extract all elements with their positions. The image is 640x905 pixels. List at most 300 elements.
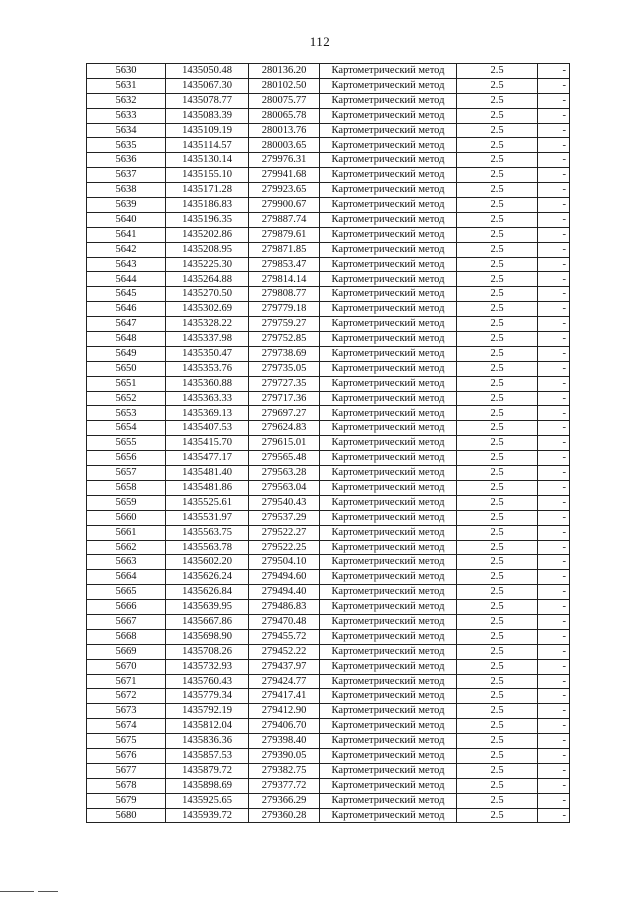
method-cell: Картометрический метод: [320, 748, 457, 763]
accuracy-cell: 2.5: [457, 614, 538, 629]
accuracy-cell: 2.5: [457, 257, 538, 272]
accuracy-cell: 2.5: [457, 287, 538, 302]
table-row: [87, 480, 570, 495]
x-coordinate-cell: 1435114.57: [166, 138, 249, 153]
x-coordinate-cell: 1435360.88: [166, 376, 249, 391]
method-cell: Картометрический метод: [320, 198, 457, 213]
table-row: [87, 689, 570, 704]
point-number-cell: 5680: [87, 808, 166, 823]
y-coordinate-cell: 279382.75: [249, 763, 320, 778]
y-coordinate-cell: 279941.68: [249, 168, 320, 183]
table-row: [87, 376, 570, 391]
coordinates-table: [86, 63, 570, 823]
accuracy-cell: 2.5: [457, 480, 538, 495]
table-row: [87, 466, 570, 481]
point-number-cell: 5645: [87, 287, 166, 302]
table-row: [87, 659, 570, 674]
x-coordinate-cell: 1435155.10: [166, 168, 249, 183]
method-cell: Картометрический метод: [320, 406, 457, 421]
accuracy-cell: 2.5: [457, 704, 538, 719]
description-cell: -: [538, 212, 570, 227]
table-row: [87, 614, 570, 629]
point-number-cell: 5665: [87, 585, 166, 600]
x-coordinate-cell: 1435208.95: [166, 242, 249, 257]
x-coordinate-cell: 1435639.95: [166, 600, 249, 615]
y-coordinate-cell: 279900.67: [249, 198, 320, 213]
method-cell: Картометрический метод: [320, 704, 457, 719]
table-row: [87, 93, 570, 108]
point-number-cell: 5631: [87, 78, 166, 93]
description-cell: -: [538, 659, 570, 674]
x-coordinate-cell: 1435225.30: [166, 257, 249, 272]
method-cell: Картометрический метод: [320, 227, 457, 242]
x-coordinate-cell: 1435698.90: [166, 629, 249, 644]
table-row: [87, 242, 570, 257]
x-coordinate-cell: 1435879.72: [166, 763, 249, 778]
description-cell: -: [538, 198, 570, 213]
method-cell: Картометрический метод: [320, 510, 457, 525]
point-number-cell: 5679: [87, 793, 166, 808]
method-cell: Картометрический метод: [320, 421, 457, 436]
point-number-cell: 5656: [87, 451, 166, 466]
y-coordinate-cell: 279522.25: [249, 540, 320, 555]
method-cell: Картометрический метод: [320, 585, 457, 600]
table-row: [87, 495, 570, 510]
x-coordinate-cell: 1435067.30: [166, 78, 249, 93]
point-number-cell: 5650: [87, 361, 166, 376]
coordinates-table-body: [87, 64, 570, 823]
description-cell: -: [538, 227, 570, 242]
y-coordinate-cell: 279406.70: [249, 719, 320, 734]
x-coordinate-cell: 1435602.20: [166, 555, 249, 570]
y-coordinate-cell: 280003.65: [249, 138, 320, 153]
point-number-cell: 5634: [87, 123, 166, 138]
y-coordinate-cell: 279390.05: [249, 748, 320, 763]
point-number-cell: 5674: [87, 719, 166, 734]
description-cell: -: [538, 614, 570, 629]
accuracy-cell: 2.5: [457, 466, 538, 481]
accuracy-cell: 2.5: [457, 376, 538, 391]
description-cell: -: [538, 436, 570, 451]
y-coordinate-cell: 279752.85: [249, 332, 320, 347]
method-cell: Картометрический метод: [320, 287, 457, 302]
x-coordinate-cell: 1435328.22: [166, 317, 249, 332]
y-coordinate-cell: 279615.01: [249, 436, 320, 451]
accuracy-cell: 2.5: [457, 138, 538, 153]
x-coordinate-cell: 1435109.19: [166, 123, 249, 138]
accuracy-cell: 2.5: [457, 93, 538, 108]
point-number-cell: 5662: [87, 540, 166, 555]
y-coordinate-cell: 279537.29: [249, 510, 320, 525]
table-row: [87, 138, 570, 153]
table-row: [87, 406, 570, 421]
x-coordinate-cell: 1435898.69: [166, 778, 249, 793]
point-number-cell: 5664: [87, 570, 166, 585]
description-cell: -: [538, 763, 570, 778]
point-number-cell: 5666: [87, 600, 166, 615]
description-cell: -: [538, 123, 570, 138]
table-row: [87, 317, 570, 332]
point-number-cell: 5630: [87, 64, 166, 79]
method-cell: Картометрический метод: [320, 108, 457, 123]
x-coordinate-cell: 1435353.76: [166, 361, 249, 376]
description-cell: -: [538, 287, 570, 302]
x-coordinate-cell: 1435563.78: [166, 540, 249, 555]
method-cell: Картометрический метод: [320, 540, 457, 555]
point-number-cell: 5644: [87, 272, 166, 287]
method-cell: Картометрический метод: [320, 272, 457, 287]
method-cell: Картометрический метод: [320, 480, 457, 495]
y-coordinate-cell: 279398.40: [249, 734, 320, 749]
point-number-cell: 5653: [87, 406, 166, 421]
table-row: [87, 153, 570, 168]
accuracy-cell: 2.5: [457, 659, 538, 674]
table-row: [87, 510, 570, 525]
description-cell: -: [538, 540, 570, 555]
x-coordinate-cell: 1435302.69: [166, 302, 249, 317]
x-coordinate-cell: 1435196.35: [166, 212, 249, 227]
accuracy-cell: 2.5: [457, 317, 538, 332]
method-cell: Картометрический метод: [320, 391, 457, 406]
y-coordinate-cell: 279563.04: [249, 480, 320, 495]
method-cell: Картометрический метод: [320, 346, 457, 361]
y-coordinate-cell: 279366.29: [249, 793, 320, 808]
method-cell: Картометрический метод: [320, 257, 457, 272]
y-coordinate-cell: 279779.18: [249, 302, 320, 317]
table-row: [87, 436, 570, 451]
method-cell: Картометрический метод: [320, 466, 457, 481]
description-cell: -: [538, 495, 570, 510]
table-row: [87, 704, 570, 719]
page-number: 112: [309, 34, 331, 49]
description-cell: -: [538, 734, 570, 749]
x-coordinate-cell: 1435531.97: [166, 510, 249, 525]
method-cell: Картометрический метод: [320, 212, 457, 227]
description-cell: -: [538, 242, 570, 257]
accuracy-cell: 2.5: [457, 227, 538, 242]
table-row: [87, 346, 570, 361]
y-coordinate-cell: 279486.83: [249, 600, 320, 615]
point-number-cell: 5652: [87, 391, 166, 406]
description-cell: -: [538, 689, 570, 704]
point-number-cell: 5632: [87, 93, 166, 108]
point-number-cell: 5655: [87, 436, 166, 451]
description-cell: -: [538, 138, 570, 153]
y-coordinate-cell: 279814.14: [249, 272, 320, 287]
x-coordinate-cell: 1435270.50: [166, 287, 249, 302]
x-coordinate-cell: 1435857.53: [166, 748, 249, 763]
method-cell: Картометрический метод: [320, 242, 457, 257]
y-coordinate-cell: 279735.05: [249, 361, 320, 376]
table-row: [87, 168, 570, 183]
table-row: [87, 361, 570, 376]
y-coordinate-cell: 279412.90: [249, 704, 320, 719]
accuracy-cell: 2.5: [457, 361, 538, 376]
x-coordinate-cell: 1435626.84: [166, 585, 249, 600]
accuracy-cell: 2.5: [457, 302, 538, 317]
table-row: [87, 212, 570, 227]
method-cell: Картометрический метод: [320, 689, 457, 704]
method-cell: Картометрический метод: [320, 64, 457, 79]
x-coordinate-cell: 1435264.88: [166, 272, 249, 287]
x-coordinate-cell: 1435415.70: [166, 436, 249, 451]
point-number-cell: 5672: [87, 689, 166, 704]
method-cell: Картометрический метод: [320, 436, 457, 451]
x-coordinate-cell: 1435563.75: [166, 525, 249, 540]
table-row: [87, 778, 570, 793]
accuracy-cell: 2.5: [457, 763, 538, 778]
point-number-cell: 5633: [87, 108, 166, 123]
y-coordinate-cell: 279522.27: [249, 525, 320, 540]
x-coordinate-cell: 1435481.86: [166, 480, 249, 495]
accuracy-cell: 2.5: [457, 168, 538, 183]
y-coordinate-cell: 279738.69: [249, 346, 320, 361]
method-cell: Картометрический метод: [320, 763, 457, 778]
description-cell: -: [538, 644, 570, 659]
point-number-cell: 5641: [87, 227, 166, 242]
table-row: [87, 793, 570, 808]
method-cell: Картометрический метод: [320, 659, 457, 674]
y-coordinate-cell: 279417.41: [249, 689, 320, 704]
table-row: [87, 78, 570, 93]
table-row: [87, 808, 570, 823]
description-cell: -: [538, 406, 570, 421]
method-cell: Картометрический метод: [320, 555, 457, 570]
table-row: [87, 227, 570, 242]
table-row: [87, 421, 570, 436]
table-row: [87, 332, 570, 347]
table-row: [87, 198, 570, 213]
point-number-cell: 5669: [87, 644, 166, 659]
accuracy-cell: 2.5: [457, 585, 538, 600]
point-number-cell: 5637: [87, 168, 166, 183]
accuracy-cell: 2.5: [457, 748, 538, 763]
accuracy-cell: 2.5: [457, 198, 538, 213]
y-coordinate-cell: 279923.65: [249, 183, 320, 198]
y-coordinate-cell: 280075.77: [249, 93, 320, 108]
x-coordinate-cell: 1435939.72: [166, 808, 249, 823]
point-number-cell: 5678: [87, 778, 166, 793]
y-coordinate-cell: 279504.10: [249, 555, 320, 570]
description-cell: -: [538, 183, 570, 198]
method-cell: Картометрический метод: [320, 78, 457, 93]
method-cell: Картометрический метод: [320, 93, 457, 108]
point-number-cell: 5675: [87, 734, 166, 749]
table-row: [87, 734, 570, 749]
method-cell: Картометрический метод: [320, 614, 457, 629]
table-row: [87, 570, 570, 585]
description-cell: -: [538, 510, 570, 525]
description-cell: -: [538, 346, 570, 361]
accuracy-cell: 2.5: [457, 570, 538, 585]
description-cell: -: [538, 793, 570, 808]
accuracy-cell: 2.5: [457, 421, 538, 436]
point-number-cell: 5649: [87, 346, 166, 361]
accuracy-cell: 2.5: [457, 332, 538, 347]
x-coordinate-cell: 1435481.40: [166, 466, 249, 481]
accuracy-cell: 2.5: [457, 242, 538, 257]
table-row: [87, 302, 570, 317]
description-cell: -: [538, 421, 570, 436]
point-number-cell: 5659: [87, 495, 166, 510]
accuracy-cell: 2.5: [457, 555, 538, 570]
method-cell: Картометрический метод: [320, 734, 457, 749]
accuracy-cell: 2.5: [457, 674, 538, 689]
method-cell: Картометрический метод: [320, 302, 457, 317]
point-number-cell: 5668: [87, 629, 166, 644]
accuracy-cell: 2.5: [457, 600, 538, 615]
point-number-cell: 5651: [87, 376, 166, 391]
table-row: [87, 525, 570, 540]
point-number-cell: 5658: [87, 480, 166, 495]
table-row: [87, 272, 570, 287]
y-coordinate-cell: 280136.20: [249, 64, 320, 79]
table-row: [87, 183, 570, 198]
accuracy-cell: 2.5: [457, 510, 538, 525]
y-coordinate-cell: 279879.61: [249, 227, 320, 242]
table-row: [87, 451, 570, 466]
x-coordinate-cell: 1435477.17: [166, 451, 249, 466]
description-cell: -: [538, 332, 570, 347]
y-coordinate-cell: 279808.77: [249, 287, 320, 302]
description-cell: -: [538, 272, 570, 287]
accuracy-cell: 2.5: [457, 78, 538, 93]
table-row: [87, 540, 570, 555]
description-cell: -: [538, 153, 570, 168]
x-coordinate-cell: 1435078.77: [166, 93, 249, 108]
x-coordinate-cell: 1435083.39: [166, 108, 249, 123]
method-cell: Картометрический метод: [320, 525, 457, 540]
point-number-cell: 5671: [87, 674, 166, 689]
x-coordinate-cell: 1435925.65: [166, 793, 249, 808]
accuracy-cell: 2.5: [457, 436, 538, 451]
method-cell: Картометрический метод: [320, 153, 457, 168]
x-coordinate-cell: 1435050.48: [166, 64, 249, 79]
method-cell: Картометрический метод: [320, 495, 457, 510]
y-coordinate-cell: 279887.74: [249, 212, 320, 227]
x-coordinate-cell: 1435407.53: [166, 421, 249, 436]
method-cell: Картометрический метод: [320, 600, 457, 615]
point-number-cell: 5657: [87, 466, 166, 481]
description-cell: -: [538, 361, 570, 376]
x-coordinate-cell: 1435186.83: [166, 198, 249, 213]
description-cell: -: [538, 391, 570, 406]
accuracy-cell: 2.5: [457, 406, 538, 421]
accuracy-cell: 2.5: [457, 793, 538, 808]
description-cell: -: [538, 808, 570, 823]
y-coordinate-cell: 279759.27: [249, 317, 320, 332]
description-cell: -: [538, 317, 570, 332]
footer-rule-left: [0, 891, 34, 892]
y-coordinate-cell: 279717.36: [249, 391, 320, 406]
description-cell: -: [538, 451, 570, 466]
accuracy-cell: 2.5: [457, 391, 538, 406]
description-cell: -: [538, 257, 570, 272]
table-row: [87, 555, 570, 570]
y-coordinate-cell: 280102.50: [249, 78, 320, 93]
table-row: [87, 748, 570, 763]
method-cell: Картометрический метод: [320, 361, 457, 376]
table-row: [87, 64, 570, 79]
accuracy-cell: 2.5: [457, 495, 538, 510]
accuracy-cell: 2.5: [457, 778, 538, 793]
point-number-cell: 5636: [87, 153, 166, 168]
point-number-cell: 5663: [87, 555, 166, 570]
method-cell: Картометрический метод: [320, 629, 457, 644]
accuracy-cell: 2.5: [457, 629, 538, 644]
x-coordinate-cell: 1435667.86: [166, 614, 249, 629]
method-cell: Картометрический метод: [320, 332, 457, 347]
x-coordinate-cell: 1435350.47: [166, 346, 249, 361]
description-cell: -: [538, 302, 570, 317]
y-coordinate-cell: 279624.83: [249, 421, 320, 436]
x-coordinate-cell: 1435363.33: [166, 391, 249, 406]
x-coordinate-cell: 1435171.28: [166, 183, 249, 198]
y-coordinate-cell: 279565.48: [249, 451, 320, 466]
method-cell: Картометрический метод: [320, 168, 457, 183]
y-coordinate-cell: 279470.48: [249, 614, 320, 629]
accuracy-cell: 2.5: [457, 212, 538, 227]
table-row: [87, 674, 570, 689]
point-number-cell: 5638: [87, 183, 166, 198]
method-cell: Картометрический метод: [320, 451, 457, 466]
footer-rule-right: [38, 891, 58, 892]
description-cell: -: [538, 748, 570, 763]
y-coordinate-cell: 279424.77: [249, 674, 320, 689]
accuracy-cell: 2.5: [457, 644, 538, 659]
y-coordinate-cell: 280065.78: [249, 108, 320, 123]
accuracy-cell: 2.5: [457, 123, 538, 138]
x-coordinate-cell: 1435779.34: [166, 689, 249, 704]
point-number-cell: 5646: [87, 302, 166, 317]
point-number-cell: 5654: [87, 421, 166, 436]
x-coordinate-cell: 1435202.86: [166, 227, 249, 242]
method-cell: Картометрический метод: [320, 376, 457, 391]
y-coordinate-cell: 279360.28: [249, 808, 320, 823]
point-number-cell: 5635: [87, 138, 166, 153]
description-cell: -: [538, 600, 570, 615]
description-cell: -: [538, 64, 570, 79]
description-cell: -: [538, 629, 570, 644]
table-row: [87, 287, 570, 302]
x-coordinate-cell: 1435732.93: [166, 659, 249, 674]
description-cell: -: [538, 108, 570, 123]
x-coordinate-cell: 1435792.19: [166, 704, 249, 719]
table-row: [87, 391, 570, 406]
table-row: [87, 763, 570, 778]
description-cell: -: [538, 704, 570, 719]
point-number-cell: 5673: [87, 704, 166, 719]
accuracy-cell: 2.5: [457, 272, 538, 287]
y-coordinate-cell: 279853.47: [249, 257, 320, 272]
point-number-cell: 5647: [87, 317, 166, 332]
table-row: [87, 108, 570, 123]
description-cell: -: [538, 555, 570, 570]
x-coordinate-cell: 1435760.43: [166, 674, 249, 689]
point-number-cell: 5660: [87, 510, 166, 525]
y-coordinate-cell: 279437.97: [249, 659, 320, 674]
table-row: [87, 719, 570, 734]
description-cell: -: [538, 168, 570, 183]
accuracy-cell: 2.5: [457, 108, 538, 123]
y-coordinate-cell: 279494.40: [249, 585, 320, 600]
point-number-cell: 5648: [87, 332, 166, 347]
accuracy-cell: 2.5: [457, 525, 538, 540]
method-cell: Картометрический метод: [320, 808, 457, 823]
method-cell: Картометрический метод: [320, 123, 457, 138]
description-cell: -: [538, 719, 570, 734]
y-coordinate-cell: 280013.76: [249, 123, 320, 138]
